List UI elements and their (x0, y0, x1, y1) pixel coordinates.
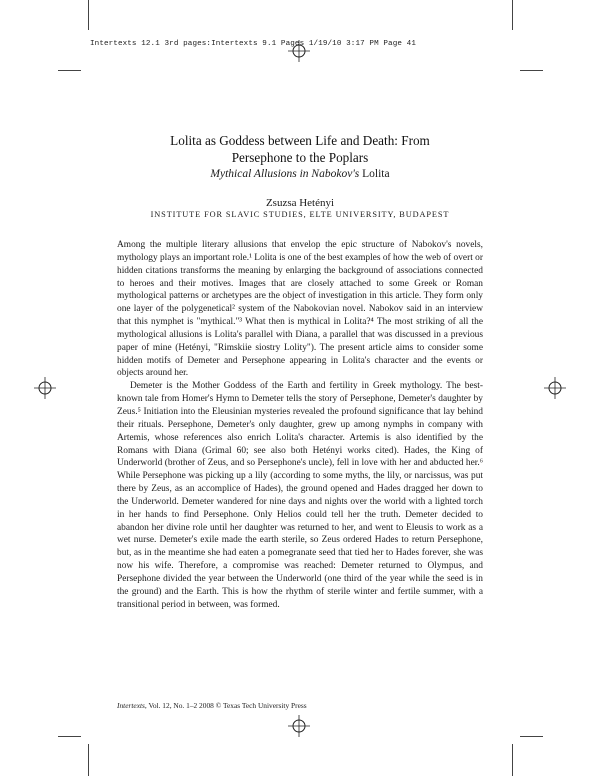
registration-mark-bottom-icon (288, 715, 310, 737)
crop-mark-top-right-horizontal (520, 70, 543, 71)
subtitle-work-title: Lolita (362, 168, 390, 180)
body-paragraph-2: Demeter is the Mother Goddess of the Earth and fertility in Greek mythology. The best-known tale from Homer's Hymn to Demeter tells the story of Persephone, Demeter's daughter by Zeus.⁵ Initiation into the Eleusinian mysteries revealed the profound significance that lay behind their rituals. Persephone, Demeter's only daughter, grew up among nymphs in company with Artemis, whose references also enrich Lolita's character. Artemis is also identified by the Romans with Diana (Grimal 60; see also both Hetényi works cited). Hades, the King of Underworld (brother of Zeus, and so Persephone's uncle), fell in love with her and abducted her.⁶ While Persephone was picking up a lily (according to some myths, the lily, or narcissus, was put there by Zeus, as an accomplice of Hades), the ground opened and Hades dragged her down to the Underworld. Demeter wandered for nine days and nights over the world with a lighted torch in her hands to find Persephone. Only Helios could tell her the truth. Demeter decided to abandon her divine role until her daughter was returned to her, and went to Eleusis to work as a wet nurse. Demeter's exile made the earth sterile, so Zeus ordered Hades to return Persephone, but, as in the meantime she had eaten a pomegranate seed that tied her to Hades forever, she was now his wife. Therefore, a compromise was reached: Demeter returned to Olympus, and Persephone divided the year between the Underworld (one third of the year while the seed is in the ground) and the Earth. This is how the rhythm of sterile winter and fertile summer, with a transitional period in between, was formed. (117, 381, 483, 610)
article-title-line-2: Persephone to the Poplars (231, 150, 369, 165)
journal-name: Intertexts (117, 701, 145, 710)
article-title-line-1: Lolita as Goddess between Life and Death: From (170, 133, 430, 148)
crop-mark-bottom-right-horizontal (520, 736, 543, 737)
author-affiliation: INSTITUTE FOR SLAVIC STUDIES, ELTE UNIVERSITY, BUDAPEST (150, 210, 450, 219)
crop-mark-top-right-vertical (512, 0, 513, 30)
printer-slug-line: Intertexts 12.1 3rd pages:Intertexts 9.1 Pages 1/19/10 3:17 PM Page 41 (90, 40, 416, 48)
crop-mark-bottom-left-vertical (88, 744, 89, 776)
crop-mark-top-left-horizontal (58, 70, 81, 71)
crop-mark-bottom-right-vertical (512, 744, 513, 776)
author-name: Zsuzsa Hetényi (265, 197, 335, 209)
article-body (117, 239, 483, 611)
article-subtitle (120, 167, 480, 181)
journal-citation: , Vol. 12, No. 1–2 2008 © Texas Tech University Press (144, 701, 307, 710)
registration-mark-left-icon (34, 377, 56, 399)
crop-mark-top-left-vertical (88, 0, 89, 30)
subtitle-text: Mythical Allusions in Nabokov's (210, 168, 360, 180)
body-paragraph-1: Among the multiple literary allusions that envelop the epic structure of Nabokov's novels, mythology plays an important role.¹ Lolita is one of the best examples of how the web of overt or hidden citations transforms the meaning by enlarging the background of associations connected to heroes and their motives. Images that are closely attached to some Greek or Roman mythological patterns or archetypes are the object of investigation in this article. They form only one layer of the polygenetical² system of the Nabokovian novel. Nabokov said in an interview that this nymphet is "mythical."³ What then is mythical in Lolita?⁴ The most striking of all the mythological allusions is Lolita's parallel with Diana, a parallel that was discussed in a previous paper of mine (Hetényi, "Rimskiie siostry Lolity"). The present article aims to consider some hidden motifs of Demeter and Persephone appearing in Lolita's character and the events or objects around her. (117, 240, 483, 379)
crop-mark-bottom-left-horizontal (58, 736, 81, 737)
registration-mark-top-icon (288, 40, 310, 62)
article-title (120, 132, 480, 166)
registration-mark-right-icon (544, 377, 566, 399)
journal-footer (117, 701, 483, 710)
